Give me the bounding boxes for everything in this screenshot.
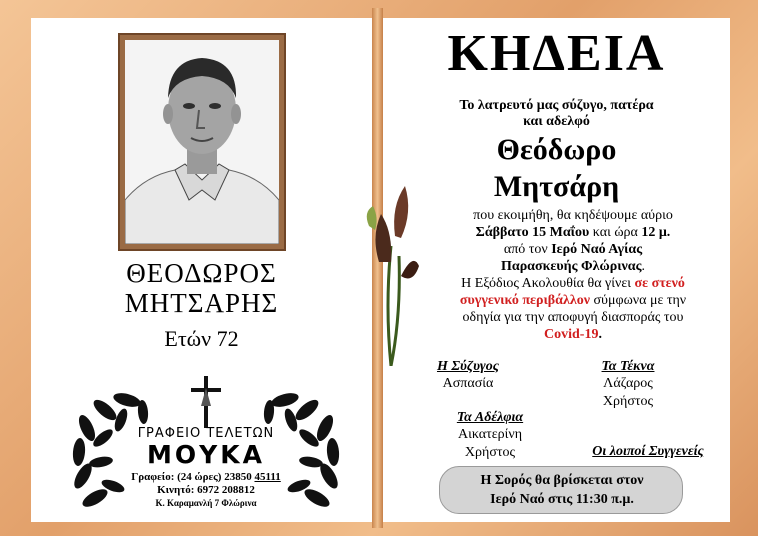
sibling-name: Χρήστος — [464, 445, 516, 460]
sibling-name: Αικατερίνη — [457, 427, 523, 442]
body-line6: συγγενικό περιβάλλον σύμφωνα με την — [459, 293, 687, 308]
body-line7: οδηγία για την αποφυγή διασποράς του — [462, 310, 684, 325]
body-line3: από τον Ιερό Ναό Αγίας — [503, 242, 643, 257]
office-mobile: Κινητό: 6972 208812 — [157, 484, 255, 496]
intro-line1: Το λατρευτό μας σύζυγο, πατέρα — [459, 98, 654, 113]
deceased-name-line1: ΘΕΟΔΩΡΟΣ — [126, 258, 277, 288]
portrait-image — [125, 40, 279, 244]
right-page — [383, 18, 730, 522]
body-line5: Η Εξόδιος Ακολουθία θα γίνει σε στενό — [461, 276, 685, 291]
viewing-line1: Η Σορός θα βρίσκεται στον — [480, 473, 644, 488]
siblings-heading: Τα Αδέλφια — [456, 410, 524, 425]
deceased-name-line2: ΜΗΤΣΑΡΗΣ — [124, 288, 279, 318]
spouse-name: Ασπασία — [442, 376, 494, 391]
office-label: ΓΡΑΦΕΙΟ ΤΕΛΕΤΩΝ — [137, 426, 275, 441]
intro-line2: και αδελφό — [523, 114, 590, 129]
office-name: ΜΟΥΚΑ — [147, 440, 265, 469]
portrait-photo — [125, 40, 279, 244]
body-line8: Covid-19. — [544, 327, 602, 342]
funeral-office-logo — [65, 358, 347, 518]
child-name: Χρήστος — [602, 394, 654, 409]
deceased-surname: Μητσάρη — [493, 170, 620, 203]
left-page — [31, 18, 372, 522]
deceased-firstname: Θεόδωρο — [496, 133, 617, 166]
spouse-heading: Η Σύζυγος — [436, 359, 499, 374]
office-address: Κ. Καραμανλή 7 Φλώρινα — [155, 498, 257, 508]
deceased-age: Ετών 72 — [164, 326, 239, 351]
viewing-line2: Ιερό Ναό στις 11:30 π.μ. — [490, 492, 634, 507]
body-line1: που εκοιμήθη, θα κηδέψουμε αύριο — [473, 208, 673, 223]
body-line2: Σάββατο 15 Μαΐου και ώρα 12 μ. — [475, 225, 671, 240]
viewing-notice — [439, 466, 683, 514]
relatives-label: Οι λοιποί Συγγενείς — [592, 444, 704, 459]
office-phone: Γραφείο: (24 ώρες) 23850 45111 — [131, 471, 281, 483]
portrait-frame — [118, 33, 286, 251]
child-name: Λάζαρος — [603, 376, 653, 391]
body-line4: Παρασκευής Φλώρινας. — [500, 259, 646, 274]
children-heading: Τα Τέκνα — [601, 359, 655, 374]
notice-title: ΚΗΔΕΙΑ — [447, 25, 666, 82]
